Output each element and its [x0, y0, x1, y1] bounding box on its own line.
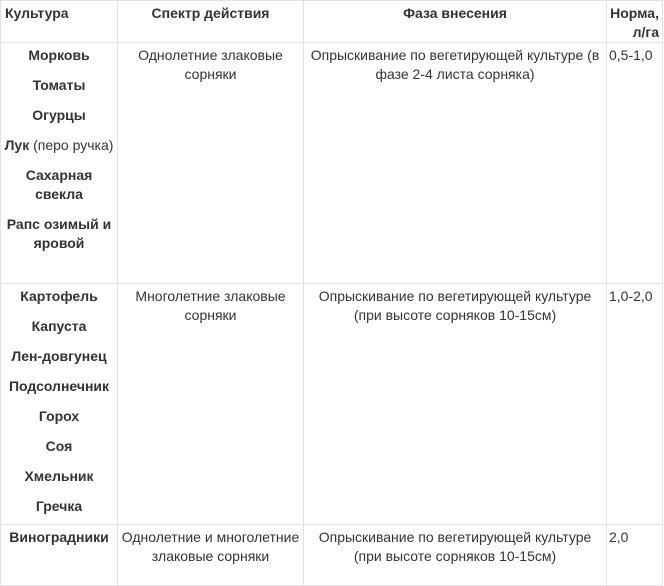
crop-name: Огурцы: [32, 107, 86, 123]
spectrum-cell: [118, 525, 304, 586]
rate-cell: [607, 43, 663, 284]
crop-item: [1, 43, 117, 73]
crop-note: (перо ручка): [29, 137, 114, 153]
phase-text: Опрыскивание по вегетирующей культуре (в фазе 2-4 листа сорняка): [310, 47, 600, 82]
crop-item: [1, 103, 117, 133]
header-phase: Фаза внесения: [304, 1, 607, 43]
crop-item: [1, 73, 117, 103]
table-row: [1, 43, 663, 284]
crop-item: [1, 344, 117, 374]
crop-name: Капуста: [31, 318, 87, 334]
crop-name: Томаты: [32, 77, 86, 93]
crop-name: Сахарная свекла: [25, 167, 93, 202]
phase-cell: [304, 525, 607, 586]
crop-item: [1, 464, 117, 494]
crop-item: [1, 374, 117, 404]
table-header-row: [1, 1, 663, 43]
crop-item: [1, 404, 117, 434]
crop-item: [1, 434, 117, 464]
crop-item: [1, 314, 117, 344]
crop-name: Соя: [45, 438, 73, 454]
crop-name: Картофель: [20, 288, 98, 304]
header-rate: Норма, л/га: [607, 1, 663, 43]
crop-name: Гречка: [35, 498, 83, 514]
rate-text: 2,0: [609, 529, 629, 545]
phase-text: Опрыскивание по вегетирующей культуре (при высоте сорняков 10-15см): [318, 529, 592, 564]
crop-name: Виноградники: [9, 529, 109, 545]
crop-list: [1, 525, 117, 555]
header-spectrum: Спектр действия: [118, 1, 304, 43]
spectrum-text: Однолетние и многолетние злаковые сорняки: [121, 529, 300, 564]
crop-name: Подсолнечник: [8, 378, 110, 394]
spectrum-text: Однолетние злаковые сорняки: [138, 47, 283, 82]
crop-item: [1, 494, 117, 524]
phase-cell: [304, 284, 607, 525]
crop-list: [1, 43, 117, 261]
header-crop: Культура: [1, 1, 118, 43]
table-row: [1, 525, 663, 586]
crop-item: [1, 163, 117, 212]
crop-cell: [1, 43, 118, 284]
crop-name: Горох: [38, 408, 80, 424]
crop-item: [1, 212, 117, 261]
crop-cell: [1, 525, 118, 586]
crop-name: Хмельник: [24, 468, 94, 484]
crop-item: [1, 525, 117, 555]
crop-cell: [1, 284, 118, 525]
table-row: [1, 284, 663, 525]
crop-name: Рапс озимый и яровой: [6, 216, 112, 251]
phase-text: Опрыскивание по вегетирующей культуре (при высоте сорняков 10-15см): [318, 288, 592, 323]
rate-cell: [607, 525, 663, 586]
rate-text: 0,5-1,0: [609, 47, 653, 63]
crop-name: Морковь: [28, 47, 90, 63]
phase-cell: [304, 43, 607, 284]
spectrum-cell: [118, 43, 304, 284]
crop-name: Лен-довгунец: [11, 348, 107, 364]
crop-list: [1, 284, 117, 524]
crop-item: [1, 133, 117, 163]
spectrum-cell: [118, 284, 304, 525]
rate-text: 1,0-2,0: [609, 288, 653, 304]
rate-cell: [607, 284, 663, 525]
spectrum-text: Многолетние злаковые сорняки: [135, 288, 286, 323]
crop-item: [1, 284, 117, 314]
crop-name: Лук: [4, 137, 30, 153]
